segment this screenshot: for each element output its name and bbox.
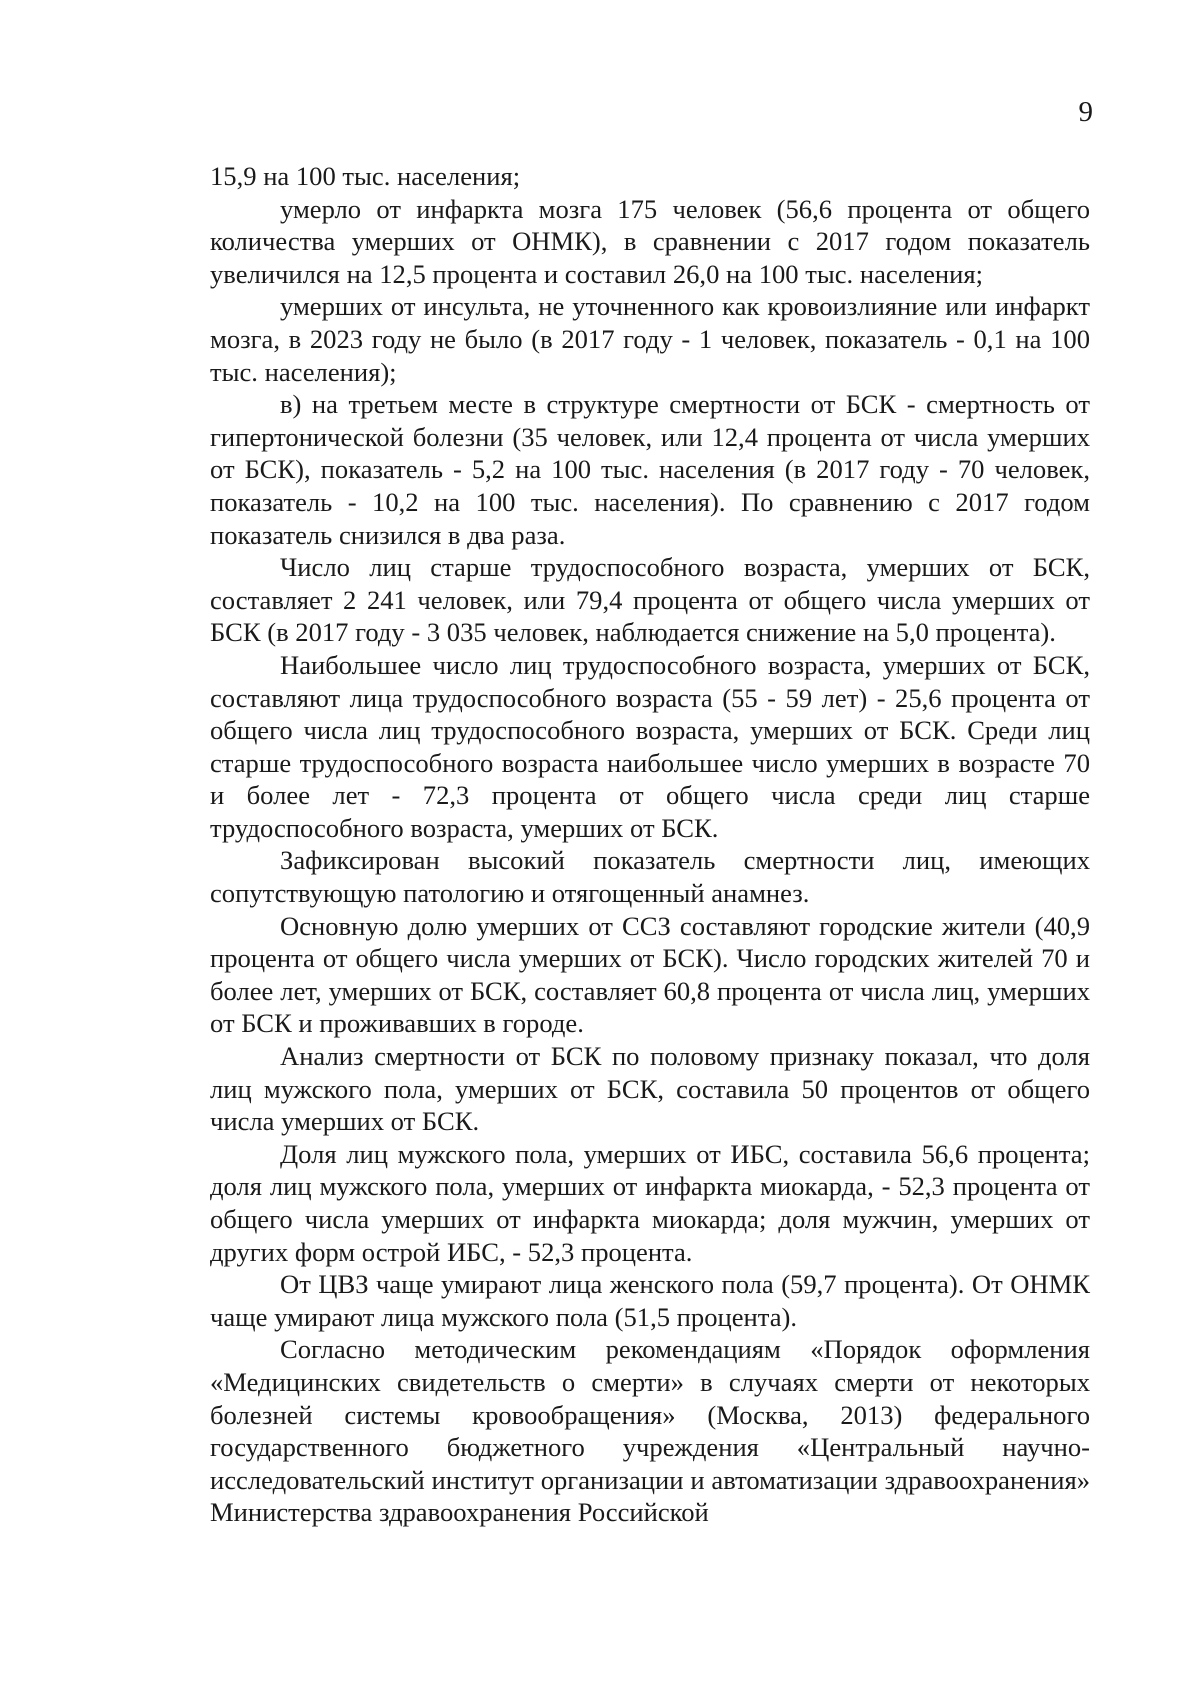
paragraph-hypertension: в) на третьем месте в структуре смертности от БСК - смертность от гипертонической болезни (35 человек, или 12,4 процента от числа умерших от БСК), показатель - 5,2 на 100 тыс. населения (в 2017 году - 70 человек, показатель - 10,2 на 100 тыс. населения). По сравнению с 2017 годом показатель снизился в два раза. (210, 389, 1090, 550)
paragraph-methodology: Согласно методическим рекомендациям «Порядок оформления «Медицинских свидетельств о смерти» в случаях смерти от некоторых болезней системы кровообращения» (Москва, 2013) федерального государственного бюджетного учреждения «Центральный научно-исследовательский институт организации и автоматизации здравоохранения» Министерства здравоохранения Российской (210, 1334, 1090, 1528)
paragraph-older-age: Число лиц старше трудоспособного возраста, умерших от БСК, составляет 2 241 человек, или 79,4 процента от общего числа умерших от БСК (в 2017 году - 3 035 человек, наблюдается снижение на 5,0 процента). (210, 552, 1090, 648)
paragraph-unspecified-stroke: умерших от инсульта, не уточненного как кровоизлияние или инфаркт мозга, в 2023 году не было (в 2017 году - 1 человек, показатель - 0,1 на 100 тыс. населения); (210, 291, 1090, 387)
paragraph-gender-analysis: Анализ смертности от БСК по половому признаку показал, что доля лиц мужского пола, умерших от БСК, составила 50 процентов от общего числа умерших от БСК. (210, 1041, 1090, 1137)
paragraph-comorbidity: Зафиксирован высокий показатель смертности лиц, имеющих сопутствующую патологию и отягощенный анамнез. (210, 845, 1090, 909)
paragraph-brain-infarction: умерло от инфаркта мозга 175 человек (56,6 процента от общего количества умерших от ОНМК), в сравнении с 2017 годом показатель увеличился на 12,5 процента и составил 26,0 на 100 тыс. населения; (210, 193, 1090, 289)
paragraph-working-age: Наибольшее число лиц трудоспособного возраста, умерших от БСК, составляют лица трудоспособного возраста (55 - 59 лет) - 25,6 процента от общего числа лиц трудоспособного возраста, умерших от БСК. Среди лиц старше трудоспособного возраста наибольшее число умерших в возрасте 70 и более лет - 72,3 процента от общего числа среди лиц старше трудоспособного возраста, умерших от БСК. (210, 649, 1090, 843)
page-number: 9 (1078, 96, 1093, 128)
paragraph-continuation: 15,9 на 100 тыс. населения; (210, 161, 521, 191)
document-body (210, 160, 1090, 1529)
paragraph-urban: Основную долю умерших от ССЗ составляют городские жители (40,9 процента от общего числа умерших от БСК). Число городских жителей 70 и более лет, умерших от БСК, составляет 60,8 процента от числа лиц, умерших от БСК и проживавших в городе. (210, 910, 1090, 1039)
paragraph-male-ihd: Доля лиц мужского пола, умерших от ИБС, составила 56,6 процента; доля лиц мужского пола, умерших от инфаркта миокарда, - 52,3 процента от общего числа умерших от инфаркта миокарда; доля мужчин, умерших от других форм острой ИБС, - 52,3 процента. (210, 1138, 1090, 1267)
paragraph-cvd-gender: От ЦВЗ чаще умирают лица женского пола (59,7 процента). От ОНМК чаще умирают лица мужского пола (51,5 процента). (210, 1269, 1090, 1332)
